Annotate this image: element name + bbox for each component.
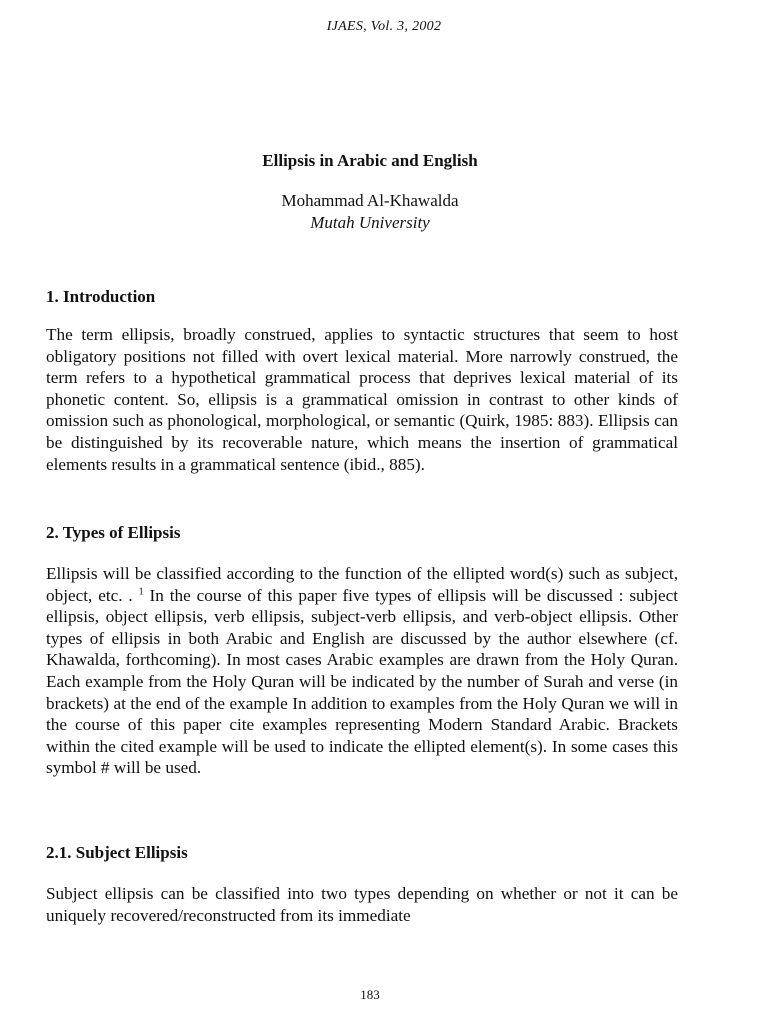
paper-title: Ellipsis in Arabic and English (262, 151, 478, 170)
footnote-marker: 1 (138, 585, 144, 597)
section-heading-introduction: 1. Introduction (46, 287, 156, 306)
page-number: 183 (360, 987, 380, 1002)
section-heading-types-of-ellipsis: 2. Types of Ellipsis (46, 523, 181, 542)
author-name: Mohammad Al-Khawalda (281, 191, 459, 210)
paragraph-text-part-1: Ellipsis will be classified according to the function of the ellipted word(s) such as subject, object, etc. . (46, 564, 678, 605)
section-heading-subject-ellipsis: 2.1. Subject Ellipsis (46, 843, 188, 862)
title-block (0, 150, 740, 234)
section-paragraph-types-of-ellipsis (46, 563, 678, 779)
author-affiliation: Mutah University (310, 213, 430, 232)
section-paragraph-introduction: The term ellipsis, broadly construed, applies to syntactic structures that seem to host obligatory positions not filled with overt lexical material. More narrowly construed, the term refers to a hypothetical grammatical process that deprives lexical material of its phonetic content. So, ellipsis is a grammatical omission in contrast to other kinds of omission such as phonological, morphological, or semantic (Quirk, 1985: 883). Ellipsis can be distinguished by its recoverable nature, which means the insertion of grammatical elements results in a grammatical sentence (ibid., 885). (46, 325, 678, 474)
section-paragraph-subject-ellipsis: Subject ellipsis can be classified into two types depending on whether or not it can be uniquely recovered/reconstructed from its immediate (46, 884, 678, 925)
paragraph-text-part-2: In the course of this paper five types of ellipsis will be discussed : subject ellipsis, object ellipsis, verb ellipsis, subject-verb ellipsis, and verb-object ellipsis. Other types of ellipsis in both Arabic and English are discussed by the author elsewhere (cf. Khawalda, forthcoming). In most cases Arabic examples are drawn from the Holy Quran. Each example from the Holy Quran will be indicated by the number of Surah and verse (in brackets) at the end of the example In addition to examples from the Holy Quran we will in the course of this paper cite examples representing Modern Standard Arabic. Brackets within the cited example will be used to indicate the ellipted element(s). In some cases this symbol # will be used. (46, 585, 679, 778)
running-head: IJAES, Vol. 3, 2002 (326, 19, 442, 34)
